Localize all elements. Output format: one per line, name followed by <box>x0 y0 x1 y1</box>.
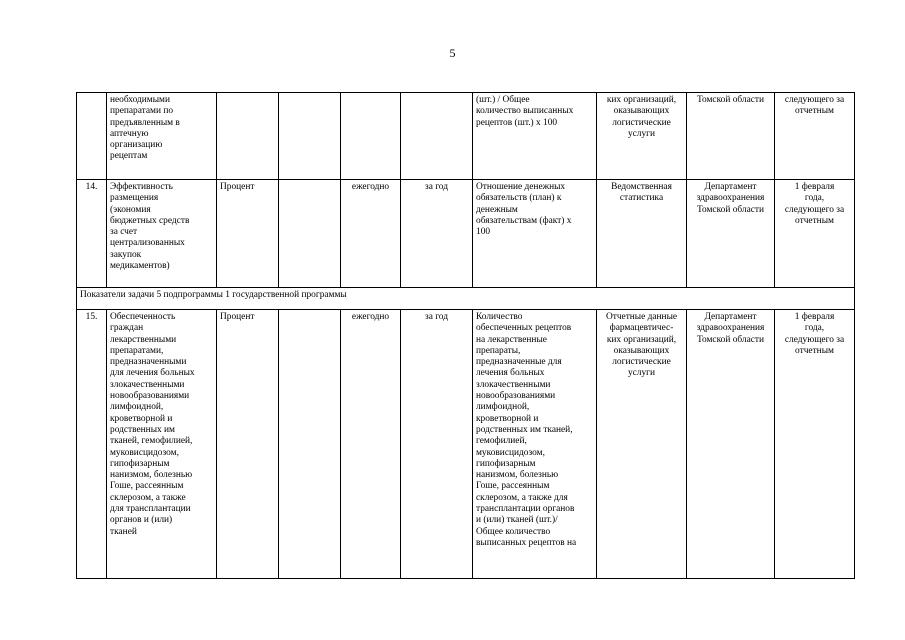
unit-cell: Процент <box>217 180 279 288</box>
responsible-cell: Департамент здравоохранения Томской области <box>687 180 775 288</box>
indicator-name: Эффективность размещения (экономия бюджетных средств за счет централизованных закупок медикаментов) <box>107 180 217 288</box>
empty-cell <box>279 180 341 288</box>
formula-cell: (шт.) / Общее количество выписанных рецептов (шт.) x 100 <box>473 93 597 180</box>
periodicity-cell <box>341 93 401 180</box>
row-number: 15. <box>77 310 107 579</box>
responsible-cell: Томской области <box>687 93 775 180</box>
indicators-table <box>76 92 855 579</box>
source-cell: Ведомственная статистика <box>597 180 687 288</box>
period-cell <box>401 93 473 180</box>
deadline-cell: следующего за отчетным <box>775 93 855 180</box>
formula-cell: Отношение денежных обязательств (план) к денежным обязательствам (факт) x 100 <box>473 180 597 288</box>
indicator-name: Обеспеченность граждан лекарственными препаратами, предназначенными для лечения больных злокачественными новообразованиями лимфоидной, кроветворной и родственных им тканей, гемофилией, муковисцидозом, гипофизарным нанизмом, болезнью Гоше, рассеянным склерозом, а также для трансплантации органов и (или) тканей <box>107 310 217 579</box>
deadline-cell: 1 февраля года, следующего за отчетным <box>775 310 855 579</box>
section-title: Показатели задачи 5 подпрограммы 1 государственной программы <box>77 288 855 310</box>
row-number <box>77 93 107 180</box>
table-row <box>77 180 855 288</box>
empty-cell <box>279 93 341 180</box>
unit-cell <box>217 93 279 180</box>
row-number: 14. <box>77 180 107 288</box>
empty-cell <box>279 310 341 579</box>
unit-cell: Процент <box>217 310 279 579</box>
responsible-cell: Департамент здравоохранения Томской области <box>687 310 775 579</box>
page-number: 5 <box>449 46 456 60</box>
deadline-cell: 1 февраля года, следующего за отчетным <box>775 180 855 288</box>
periodicity-cell: ежегодно <box>341 180 401 288</box>
source-cell: ких организаций, оказывающих логистические услуги <box>597 93 687 180</box>
section-row <box>77 288 855 310</box>
table-row <box>77 93 855 180</box>
period-cell: за год <box>401 310 473 579</box>
indicator-name: необходимыми препаратами по предъявленным в аптечную организацию рецептам <box>107 93 217 180</box>
period-cell: за год <box>401 180 473 288</box>
formula-cell: Количество обеспеченных рецептов на лекарственные препараты, предназначенные для лечения больных злокачественными новообразованиями лимфоидной, кроветворной и родственных им тканей, гемофилией, муковисцидозом, гипофизарным нанизмом, болезнью Гоше, рассеянным склерозом, а также для трансплантации органов и (или) тканей (шт.)/ Общее количество выписанных рецептов на <box>473 310 597 579</box>
source-cell: Отчетные данные фармацевтичес- ких организаций, оказывающих логистические услуги <box>597 310 687 579</box>
periodicity-cell: ежегодно <box>341 310 401 579</box>
table-row <box>77 310 855 579</box>
